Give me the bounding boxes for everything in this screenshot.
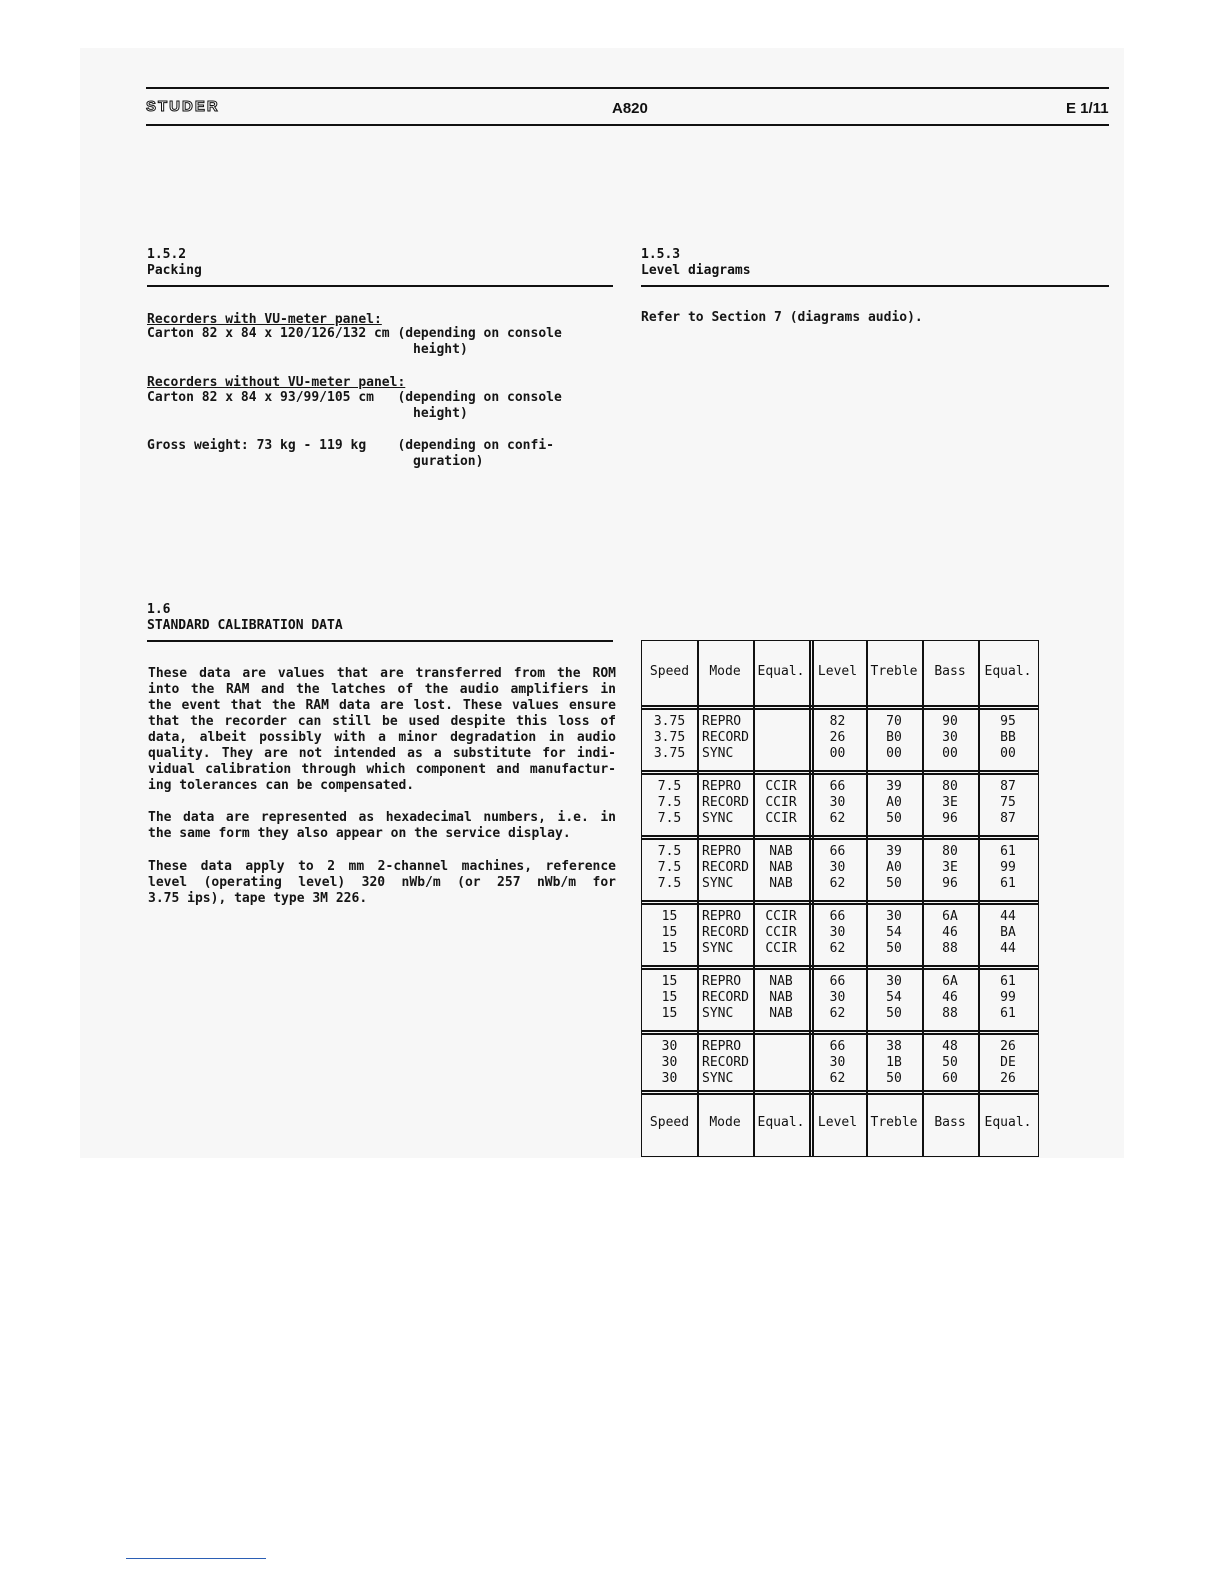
para1-line: the event that the RAM data are lost. These values ensure: [148, 698, 616, 713]
table-cell-speed: 7.5: [657, 811, 682, 826]
table-cell-level: 66: [829, 844, 846, 859]
table-row-divider: [642, 965, 1038, 967]
table-row-divider: [642, 1093, 1038, 1095]
table-cell-speed: 15: [661, 974, 678, 989]
table-cell-bass: 48: [942, 1039, 958, 1054]
table-cell-equal: CCIR: [765, 925, 797, 940]
table-cell-equal: CCIR: [765, 779, 797, 794]
table-cell-equal2: 44: [1000, 941, 1016, 956]
calibration-paragraph-1: [148, 666, 616, 794]
table-cell-bass: 60: [942, 1071, 958, 1086]
table-cell-speed: 7.5: [657, 795, 682, 810]
calibration-rule: [147, 640, 613, 642]
table-cell-treble: 30: [886, 974, 902, 989]
table-cell-equal2: 26: [1000, 1071, 1016, 1086]
table-cell-mode: SYNC: [702, 1071, 734, 1086]
table-cell-equal: CCIR: [765, 941, 797, 956]
level-diagrams-title: Level diagrams: [641, 263, 751, 278]
table-cell-equal2: BB: [1000, 730, 1016, 745]
table-cell-bass: 88: [942, 1006, 958, 1021]
table-cell-mode: REPRO: [702, 974, 742, 989]
table-cell-equal: CCIR: [765, 909, 797, 924]
table-header-cell: Equal.: [757, 664, 805, 679]
packing-title: Packing: [147, 263, 202, 278]
table-row-divider: [642, 900, 1038, 902]
table-cell-level: 82: [829, 714, 846, 729]
table-cell-speed: 3.75: [653, 730, 686, 745]
table-cell-equal: NAB: [769, 844, 793, 859]
table-cell-mode: RECORD: [702, 730, 749, 745]
table-cell-speed: 7.5: [657, 779, 682, 794]
calibration-number: 1.6: [147, 602, 171, 617]
para1-line: vidual calibration through which component and manufactur-: [148, 762, 616, 777]
table-cell-level: 62: [829, 941, 846, 956]
table-cell-equal2: DE: [1000, 1055, 1016, 1070]
table-cell-level: 66: [829, 974, 846, 989]
table-cell-equal2: 75: [1000, 795, 1016, 810]
table-row-divider: [642, 903, 1038, 905]
table-cell-treble: A0: [886, 860, 902, 875]
table-cell-mode: RECORD: [702, 860, 749, 875]
calibration-paragraph-3: [148, 859, 616, 907]
model-name: A820: [612, 100, 648, 117]
without-vu-heading: Recorders without VU-meter panel:: [147, 375, 406, 390]
table-cell-mode: SYNC: [702, 746, 734, 761]
table-cell-speed: 30: [661, 1055, 678, 1070]
table-cell-equal2: 00: [1000, 746, 1016, 761]
para1-line: quality. They are not intended as a substitute for indi-: [148, 746, 616, 761]
table-cell-treble: 50: [886, 1006, 902, 1021]
table-footer-header-cell: Equal.: [984, 1115, 1032, 1130]
table-header-cell: Treble: [870, 664, 918, 679]
table-cell-mode: SYNC: [702, 811, 734, 826]
table-cell-equal2: BA: [1000, 925, 1016, 940]
table-row-divider: [642, 1030, 1038, 1032]
table-cell-equal: NAB: [769, 860, 793, 875]
table-row-divider: [642, 1090, 1038, 1092]
table-header-cell: Level: [817, 664, 858, 679]
table-cell-speed: 7.5: [657, 860, 682, 875]
table-cell-equal2: 87: [1000, 779, 1016, 794]
table-cell-mode: RECORD: [702, 795, 749, 810]
table-header-cell: Bass: [934, 664, 966, 679]
with-vu-line1: Carton 82 x 84 x 120/126/132 cm (depending on console: [147, 326, 562, 341]
table-cell-treble: 54: [886, 990, 902, 1005]
table-cell-level: 00: [829, 746, 846, 761]
table-footer-header-cell: Equal.: [757, 1115, 805, 1130]
gross-weight-line2: guration): [413, 454, 484, 469]
table-cell-bass: 96: [942, 811, 958, 826]
footer-link-underline: [126, 1558, 266, 1559]
table-cell-treble: 70: [886, 714, 902, 729]
table-cell-level: 66: [829, 1039, 846, 1054]
table-cell-speed: 15: [661, 990, 678, 1005]
table-row-divider: [642, 1033, 1038, 1035]
table-cell-mode: REPRO: [702, 714, 742, 729]
table-cell-treble: 00: [886, 746, 902, 761]
table-footer-header-cell: Level: [817, 1115, 858, 1130]
table-cell-bass: 50: [942, 1055, 958, 1070]
table-cell-treble: 54: [886, 925, 902, 940]
para2-line: the same form they also appear on the service display.: [148, 826, 571, 841]
table-cell-treble: 50: [886, 1071, 902, 1086]
level-diagrams-number: 1.5.3: [641, 247, 681, 262]
table-column-divider: [697, 641, 699, 1156]
table-cell-level: 30: [829, 990, 846, 1005]
table-cell-speed: 7.5: [657, 876, 682, 891]
table-cell-equal: NAB: [769, 990, 793, 1005]
table-cell-mode: REPRO: [702, 779, 742, 794]
table-cell-treble: A0: [886, 795, 902, 810]
studer-logo: STUDER: [146, 98, 220, 115]
table-row-divider: [642, 773, 1038, 775]
table-cell-bass: 30: [942, 730, 958, 745]
table-row-divider: [642, 708, 1038, 710]
level-diagrams-rule: [641, 285, 1109, 287]
gross-weight-line1: Gross weight: 73 kg - 119 kg (depending on confi-: [147, 438, 554, 453]
table-cell-bass: 00: [942, 746, 958, 761]
table-cell-speed: 30: [661, 1071, 678, 1086]
page-number: E 1/11: [1066, 100, 1109, 117]
table-column-divider: [753, 641, 755, 1156]
table-cell-treble: 30: [886, 909, 902, 924]
para2-line: The data are represented as hexadecimal numbers, i.e. in: [148, 810, 616, 825]
table-cell-equal2: 61: [1000, 1006, 1016, 1021]
table-cell-treble: B0: [886, 730, 902, 745]
without-vu-line1: Carton 82 x 84 x 93/99/105 cm (depending on console: [147, 390, 562, 405]
table-cell-mode: SYNC: [702, 941, 734, 956]
table-cell-bass: 80: [942, 844, 958, 859]
table-cell-mode: SYNC: [702, 1006, 734, 1021]
with-vu-line2: height): [413, 342, 468, 357]
table-row-divider: [642, 968, 1038, 970]
table-cell-mode: RECORD: [702, 1055, 749, 1070]
without-vu-line2: height): [413, 406, 468, 421]
table-cell-mode: REPRO: [702, 844, 742, 859]
table-cell-bass: 46: [942, 990, 958, 1005]
table-cell-treble: 50: [886, 811, 902, 826]
header-bottom-rule: [146, 124, 1109, 126]
table-cell-equal2: 61: [1000, 844, 1016, 859]
table-cell-level: 66: [829, 909, 846, 924]
table-cell-level: 62: [829, 1006, 846, 1021]
table-cell-equal2: 95: [1000, 714, 1016, 729]
table-row-divider: [642, 770, 1038, 772]
table-cell-level: 62: [829, 876, 846, 891]
table-cell-bass: 80: [942, 779, 958, 794]
packing-rule: [147, 285, 613, 287]
table-cell-level: 30: [829, 860, 846, 875]
table-cell-treble: 39: [886, 844, 902, 859]
table-cell-treble: 38: [886, 1039, 902, 1054]
calibration-table: [641, 640, 1039, 1157]
table-footer-header-cell: Speed: [649, 1115, 690, 1130]
table-cell-speed: 30: [661, 1039, 678, 1054]
table-footer-header-cell: Mode: [709, 1115, 741, 1130]
table-cell-treble: 1B: [886, 1055, 902, 1070]
header-top-rule: [146, 87, 1109, 89]
table-cell-treble: 50: [886, 876, 902, 891]
table-cell-equal2: 26: [1000, 1039, 1016, 1054]
table-cell-bass: 6A: [942, 909, 958, 924]
table-cell-bass: 3E: [942, 860, 958, 875]
table-cell-level: 62: [829, 1071, 846, 1086]
level-diagrams-text: Refer to Section 7 (diagrams audio).: [641, 310, 923, 325]
table-cell-equal2: 99: [1000, 860, 1016, 875]
table-cell-level: 30: [829, 1055, 846, 1070]
table-cell-bass: 90: [942, 714, 958, 729]
with-vu-heading: Recorders with VU-meter panel:: [147, 312, 382, 327]
table-cell-equal2: 61: [1000, 876, 1016, 891]
table-cell-equal2: 99: [1000, 990, 1016, 1005]
table-cell-bass: 88: [942, 941, 958, 956]
table-cell-equal2: 61: [1000, 974, 1016, 989]
table-cell-bass: 3E: [942, 795, 958, 810]
table-cell-equal: NAB: [769, 1006, 793, 1021]
table-cell-speed: 15: [661, 1006, 678, 1021]
packing-number: 1.5.2: [147, 247, 187, 262]
para1-line: These data are values that are transferred from the ROM: [148, 666, 616, 681]
table-cell-bass: 96: [942, 876, 958, 891]
table-cell-mode: RECORD: [702, 990, 749, 1005]
table-cell-bass: 46: [942, 925, 958, 940]
table-cell-equal2: 44: [1000, 909, 1016, 924]
calibration-title: STANDARD CALIBRATION DATA: [147, 618, 343, 633]
table-cell-level: 62: [829, 811, 846, 826]
para1-line: that the recorder can still be used despite this loss of: [148, 714, 616, 729]
para1-line: into the RAM and the latches of the audio amplifiers in: [148, 682, 616, 697]
table-cell-speed: 15: [661, 941, 678, 956]
table-header-cell: Speed: [649, 664, 690, 679]
table-cell-treble: 39: [886, 779, 902, 794]
table-header-cell: Mode: [709, 664, 741, 679]
para3-line: These data apply to 2 mm 2-channel machines, reference: [148, 859, 616, 874]
table-cell-bass: 6A: [942, 974, 958, 989]
table-cell-speed: 3.75: [653, 714, 686, 729]
para1-line: data, albeit possibly with a minor degradation in audio: [148, 730, 616, 745]
table-cell-mode: RECORD: [702, 925, 749, 940]
para1-line: ing tolerances can be compensated.: [148, 778, 415, 793]
para3-line: 3.75 ips), tape type 3M 226.: [148, 891, 368, 906]
table-cell-speed: 3.75: [653, 746, 686, 761]
table-footer-header-cell: Treble: [870, 1115, 918, 1130]
table-cell-equal: NAB: [769, 876, 793, 891]
table-cell-level: 30: [829, 925, 846, 940]
table-row-divider: [642, 705, 1038, 707]
para3-line: level (operating level) 320 nWb/m (or 257 nWb/m for: [148, 875, 616, 890]
table-cell-speed: 15: [661, 925, 678, 940]
table-footer-header-cell: Bass: [934, 1115, 966, 1130]
table-header-cell: Equal.: [984, 664, 1032, 679]
table-cell-level: 26: [829, 730, 846, 745]
table-cell-speed: 7.5: [657, 844, 682, 859]
table-cell-mode: REPRO: [702, 1039, 742, 1054]
table-row-divider: [642, 835, 1038, 837]
table-cell-mode: SYNC: [702, 876, 734, 891]
table-cell-level: 30: [829, 795, 846, 810]
table-cell-equal2: 87: [1000, 811, 1016, 826]
calibration-paragraph-2: [148, 810, 616, 842]
table-cell-treble: 50: [886, 941, 902, 956]
table-cell-equal: NAB: [769, 974, 793, 989]
table-cell-equal: CCIR: [765, 811, 797, 826]
table-cell-equal: CCIR: [765, 795, 797, 810]
table-row-divider: [642, 838, 1038, 840]
table-cell-mode: REPRO: [702, 909, 742, 924]
table-cell-level: 66: [829, 779, 846, 794]
table-cell-speed: 15: [661, 909, 678, 924]
